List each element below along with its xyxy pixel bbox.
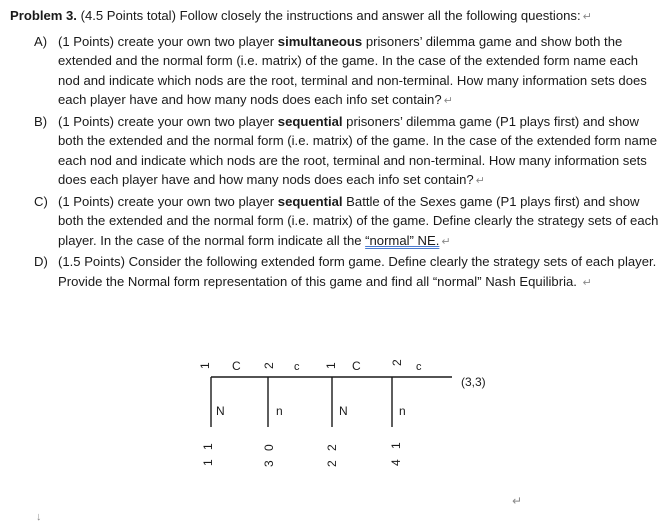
pilcrow-mark: ↵ — [443, 95, 453, 107]
question-text: prisoners’ dilemma game (P1 plays first) and show both the extended and the normal form (i.e. matrix) of the game. In the case of the extended form name each nod and indicate which nods are the root, terminal and non-terminal. How many information sets does each player have and how many nods does each info set contain? — [58, 113, 658, 187]
payoff-p1: 1 — [389, 442, 403, 449]
player-label: 1 — [198, 362, 212, 369]
payoff-p1: 2 — [325, 444, 339, 451]
question-text: (1 Points) create your own two player — [58, 113, 278, 129]
player-label: 2 — [390, 359, 404, 366]
normal-ne-underlined: “normal” NE. — [365, 232, 440, 248]
question-label: B) — [34, 113, 48, 129]
question-label: A) — [34, 33, 48, 49]
payoff-p2: 4 — [389, 459, 403, 466]
question-text: (1.5 Points) Consider the following extended form game. Define clearly the strategy sets of each player. Provide the Normal form representation of this game and find all “normal” Nash Equilibria. — [58, 254, 657, 289]
stop-action-label: n — [399, 404, 406, 418]
problem-title: Problem 3. — [10, 8, 77, 23]
continue-action-label: c — [294, 361, 300, 373]
payoff-p1: 0 — [262, 444, 276, 451]
stop-action-label: N — [339, 404, 348, 418]
pilcrow-mark: ↵ — [441, 235, 451, 248]
payoff-p2: 2 — [325, 460, 339, 467]
pilcrow-mark: ↵ — [582, 276, 592, 289]
return-mark-icon: ↵ — [512, 494, 523, 508]
problem-points: (4.5 Points total) Follow closely the instructions and answer all the following questions: — [80, 8, 581, 23]
paragraph-arrow-icon: ↓ — [36, 511, 42, 522]
payoff-p1: 1 — [201, 443, 215, 450]
question-emphasis: sequential — [277, 193, 343, 209]
question-label: C) — [34, 193, 48, 209]
pilcrow-mark: ↵ — [475, 175, 485, 187]
question-emphasis: simultaneous — [277, 33, 363, 49]
continue-action-label: C — [352, 359, 361, 373]
question-emphasis: sequential — [277, 113, 343, 129]
player-label: 2 — [262, 362, 276, 369]
question-label: D) — [34, 254, 48, 269]
continue-action-label: C — [232, 359, 241, 373]
question-text: (1 Points) create your own two player — [58, 193, 278, 209]
pilcrow-mark: ↵ — [582, 11, 592, 23]
player-label: 1 — [324, 362, 338, 369]
payoff-p2: 3 — [262, 460, 276, 467]
continue-action-label: c — [416, 361, 422, 373]
question-text: Battle of the Sexes game (P1 plays first) and show both the extended and the normal form (i.e. matrix) of the game. Define clearly the strategy sets of each player. In the case of the normal form indicate all the — [58, 193, 659, 248]
question-text: prisoners’ dilemma game and show both the extended and the normal form (i.e. matrix) of the game. In the case of the extended form name each nod and indicate which nods are the root, terminal and non-terminal. How many information sets does each player have and how many nods does each info set contain? — [58, 33, 647, 107]
payoff-p2: 1 — [201, 459, 215, 466]
stop-action-label: N — [216, 404, 225, 418]
stop-action-label: n — [276, 404, 283, 418]
question-text: (1 Points) create your own two player — [58, 33, 278, 49]
final-payoff: (3,3) — [461, 375, 486, 389]
